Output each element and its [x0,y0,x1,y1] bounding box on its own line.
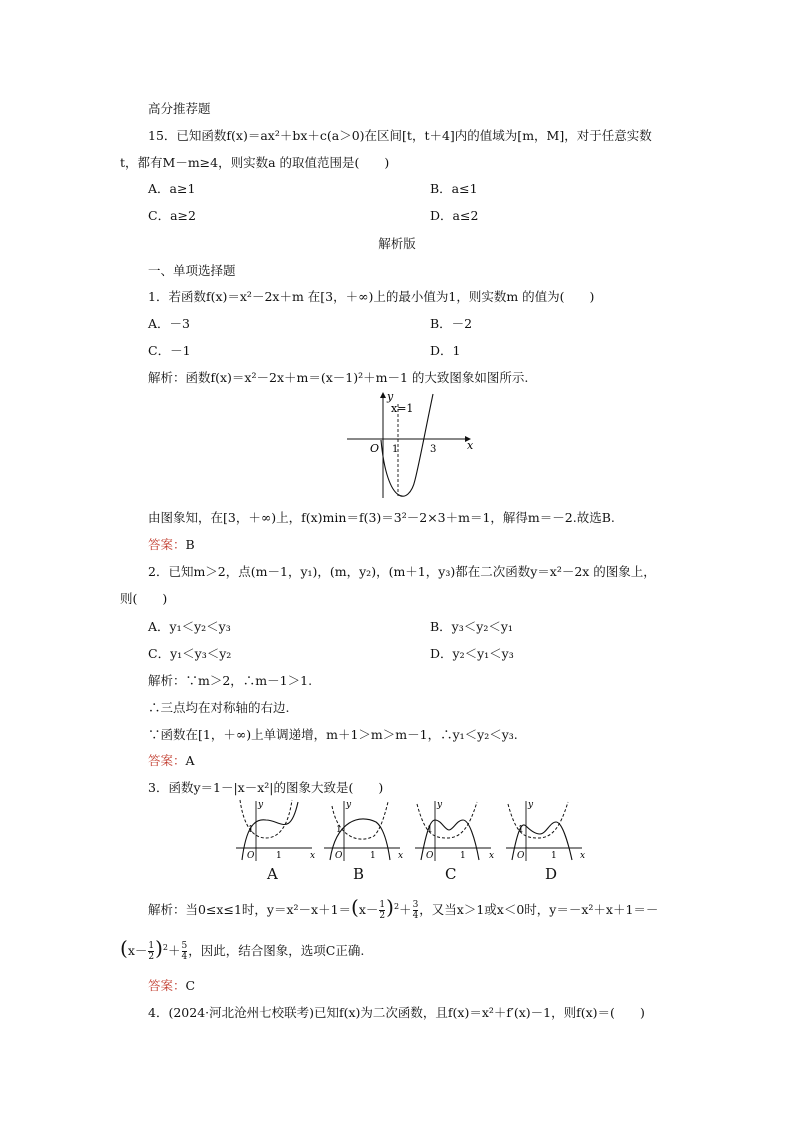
q15-option-b: B．a≤1 [430,181,478,196]
fraction-three-quarters: $\frac{3}{4}$ [412,900,419,922]
answer-value: A [185,753,195,768]
y-tick-1-label: 1 [427,825,433,835]
q1-option-a: A．－3 [148,316,190,331]
axis-x-label: x [310,851,316,861]
y-tick-1-label: 1 [518,825,524,835]
q3-stem: 3．函数y＝1－|x－x²|的图象大致是( ) [148,780,384,795]
q2-analysis-2: ∴三点均在对称轴的右边. [148,700,290,715]
fraction-one-half: $\frac{1}{2}$ [379,900,386,922]
axis-x-label: x [398,851,404,861]
y-axis-label: y [387,390,394,403]
q1-conclusion: 由图象知，在[3，＋∞)上，f(x)min＝f(3)＝3²－2×3＋m＝1，解得m＝－2.故选B. [148,510,615,525]
q3-analysis-line1: 解析：当0≤x≤1时，y＝x²－x＋1＝(x－ $\frac{1}{2}$ )$^2$＋ $\frac{3}{4}$ ，又当x＞1或x＜0时，y＝－x²＋x＋1＝－ [148,895,659,922]
q1-stem: 1．若函数f(x)＝x²－2x＋m 在[3，＋∞)上的最小值为1，则实数m 的值为( ) [148,289,595,304]
q15-stem-line2: t，都有M－m≥4，则实数a 的取值范围是( ) [120,155,390,170]
answer-label: 答案： [148,753,186,768]
q15-option-a: A．a≥1 [148,181,196,196]
q3-answer [148,978,195,994]
part-one-title: 一、单项选择题 [148,263,236,278]
q2-stem-line2: 则( ) [120,591,168,606]
q3-analysis-line2-post: ，因此，结合图象，选项C正确. [188,943,365,959]
q2-option-c: C．y₁＜y₃＜y₂ [148,646,232,661]
q3-analysis-post: ，又当x＞1或x＜0时，y＝－x²＋x＋1＝－ [419,902,659,918]
answer-value: B [185,537,195,552]
q3-analysis-pre: 解析：当0≤x≤1时，y＝x²－x＋1＝ [148,902,352,918]
q2-answer [148,753,195,769]
q2-option-d: D．y₂＜y₁＜y₃ [430,646,514,661]
symmetry-axis-label: x=1 [391,402,414,415]
q15-stem-line1: 15．已知函数f(x)＝ax²＋bx＋c(a＞0)在区间[t，t＋4]内的值域为[m，M]，对于任意实数 [148,128,652,143]
q15-option-c: C．a≥2 [148,208,196,223]
q3-graph-d [502,798,586,864]
axis-x-label: x [580,851,586,861]
tick-1-label: 1 [276,851,282,861]
q3-choice-c-label: C [445,865,457,883]
q2-stem-line1: 2．已知m＞2，点(m－1，y₁)，(m，y₂)，(m＋1，y₃)都在二次函数y＝x²－2x 的图象上， [148,564,656,579]
q3-choice-d-label: D [545,865,558,883]
origin-label: O [370,442,380,455]
q15-option-d: D．a≤2 [430,208,479,223]
tick-3-label: 3 [430,444,437,455]
origin-label: O [247,851,255,861]
tick-1-label: 1 [460,851,466,861]
axis-x-label: x [489,851,495,861]
tick-1-label: 1 [551,851,557,861]
x-minus: x－ [358,902,379,918]
q1-option-b: B．－2 [430,316,473,331]
q1-analysis: 解析：函数f(x)＝x²－2x＋m＝(x－1)²＋m－1 的大致图象如图所示. [148,370,529,385]
q4-stem: 4．(2024·河北沧州七校联考)已知f(x)为二次函数，且f(x)＝x²＋f′(x)－1，则f(x)＝( ) [148,1005,645,1020]
q3-choice-b-label: B [353,865,365,883]
q3-analysis-line2: (x－ $\frac{1}{2}$ )$^2$＋ $\frac{5}{4}$ ，因此，结合图象，选项C正确. [120,936,365,963]
q3-graph-a [232,798,316,864]
answer-label: 答案： [148,537,186,552]
axis-y-label: y [528,800,534,810]
q1-parabola-graph [345,390,475,502]
q1-option-c: C．－1 [148,343,191,358]
origin-label: O [426,851,434,861]
q1-answer [148,537,195,553]
y-tick-1-label: 1 [336,825,342,835]
axis-y-label: y [437,800,443,810]
fraction-one-half: $\frac{1}{2}$ [148,941,155,963]
q3-choice-a-label: A [267,865,278,883]
tick-1-label: 1 [370,851,376,861]
axis-y-label: y [258,800,264,810]
origin-label: O [517,851,525,861]
tick-1-label: 1 [392,444,399,455]
q2-analysis-1: 解析：∵m＞2，∴m－1＞1. [148,673,313,688]
axis-y-label: y [346,800,352,810]
q3-graph-c [411,798,495,864]
answer-label: 答案： [148,978,186,993]
y-tick-1-label: 1 [248,825,254,835]
q2-option-a: A．y₁＜y₂＜y₃ [148,619,231,634]
origin-label: O [335,851,343,861]
section-title-recommend: 高分推荐题 [148,101,211,116]
fraction-five-quarters: $\frac{5}{4}$ [181,941,188,963]
analysis-version-title: 解析版 [378,236,416,251]
answer-value: C [185,978,196,993]
q2-option-b: B．y₃＜y₂＜y₁ [430,619,513,634]
x-axis-label: x [467,439,474,452]
q2-analysis-3: ∵函数在[1，＋∞)上单调递增，m＋1＞m＞m－1，∴y₁＜y₂＜y₃. [148,727,518,742]
q1-option-d: D．1 [430,343,461,358]
q3-graph-b [320,798,404,864]
